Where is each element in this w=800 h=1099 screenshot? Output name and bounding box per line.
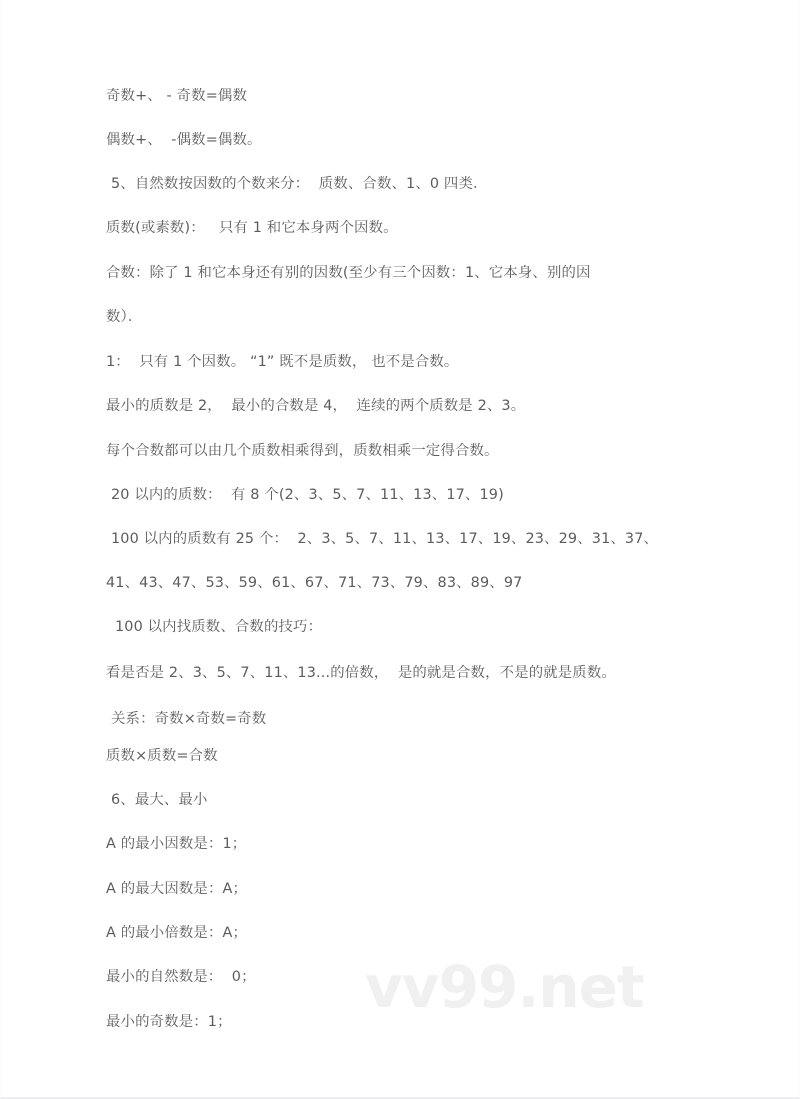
text-line: 数）． [106, 309, 143, 325]
watermark-text: vv99.net [365, 953, 644, 1021]
text-line: 最小的自然数是： 0； [106, 969, 256, 985]
text-line: 关系：奇数×奇数=奇数 [111, 711, 267, 727]
text-line: 质数×质数=合数 [106, 748, 218, 764]
text-line: 看是否是 2、3、5、7、11、13...的倍数， 是的就是合数，不是的就是质数。 [106, 665, 616, 681]
text-line: 质数(或素数)： 只有 1 和它本身两个因数。 [106, 220, 398, 236]
text-line: 偶数+、 -偶数=偶数。 [106, 132, 262, 148]
text-line: 100 以内的质数有 25 个： 2、3、5、7、11、13、17、19、23、29、31、37、 [111, 531, 659, 547]
text-line: 最小的质数是 2， 最小的合数是 4， 连续的两个质数是 2、3。 [106, 398, 526, 414]
text-line: 合数：除了 1 和它本身还有别的因数(至少有三个因数：1、它本身、别的因 [106, 265, 591, 281]
text-line: 20 以内的质数： 有 8 个(2、3、5、7、11、13、17、19) [111, 487, 504, 503]
text-line: A 的最大因数是：A； [106, 881, 248, 897]
text-line: 5、自然数按因数的个数来分： 质数、合数、1、0 四类． [111, 176, 488, 192]
text-line: 6、最大、最小 [111, 792, 208, 808]
text-line: 最小的奇数是：1； [106, 1014, 232, 1030]
text-line: 100 以内找质数、合数的技巧： [115, 619, 323, 635]
text-line: 奇数+、 - 奇数=偶数 [106, 88, 247, 104]
text-line: A 的最小倍数是：A； [106, 925, 248, 941]
text-line: 1： 只有 1 个因数。 “1” 既不是质数， 也不是合数。 [106, 354, 459, 370]
text-line: 41、43、47、53、59、61、67、71、73、79、83、89、97 [106, 575, 523, 591]
text-line: A 的最小因数是：1； [106, 836, 247, 852]
text-line: 每个合数都可以由几个质数相乘得到，质数相乘一定得合数。 [106, 443, 499, 459]
